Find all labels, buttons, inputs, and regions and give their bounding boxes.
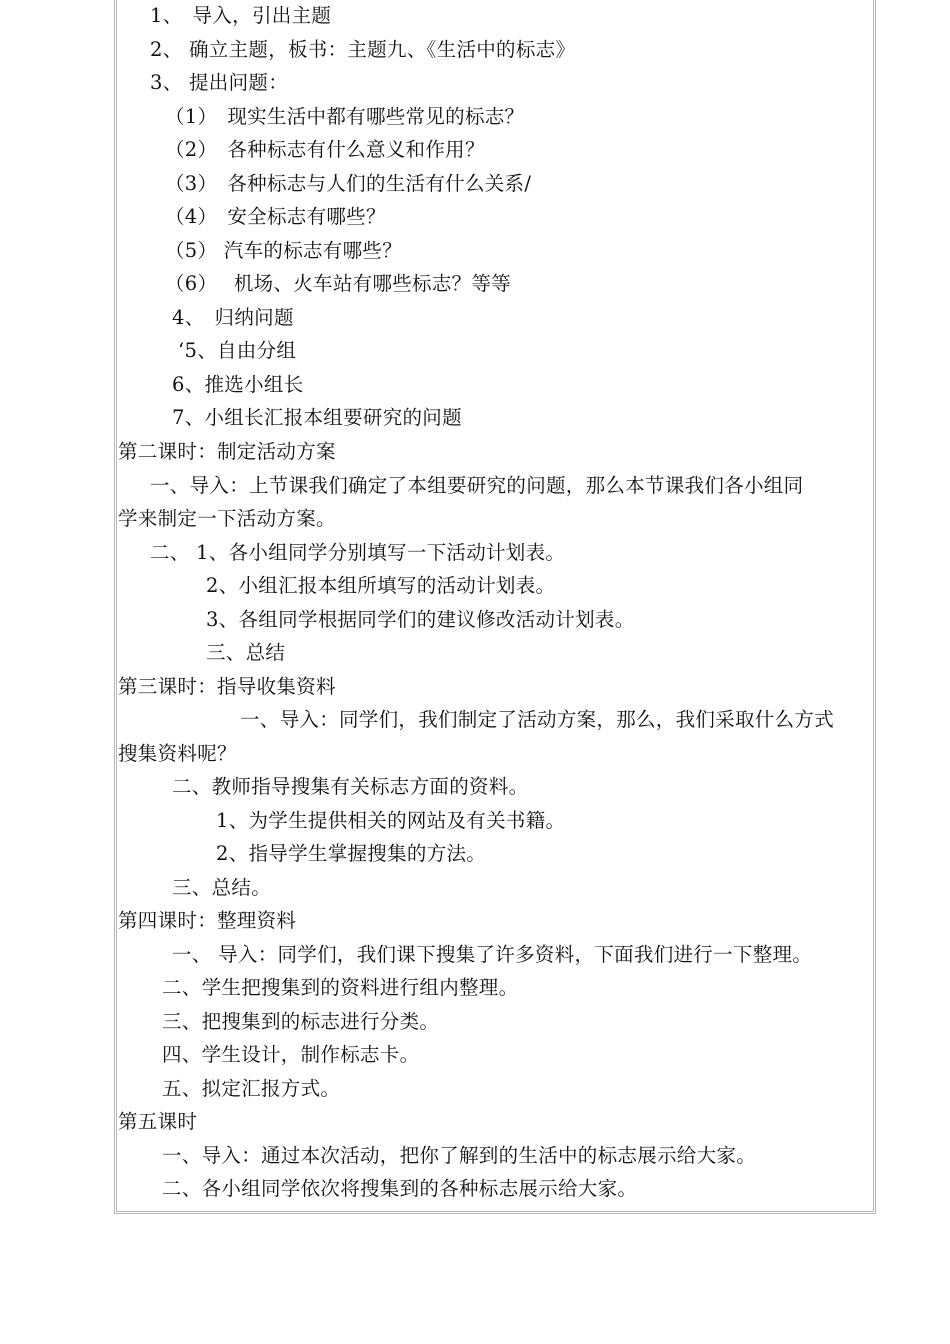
text-line: 一、导入：上节课我们确定了本组要研究的问题，那么本节课我们各小组同 [150,474,804,497]
text-line: 二、各小组同学依次将搜集到的各种标志展示给大家。 [162,1177,638,1200]
text-line: 二、 1、各小组同学分别填写一下活动计划表。 [150,541,566,564]
text-line: 二、教师指导搜集有关标志方面的资料。 [172,775,529,798]
text-line: 2、小组汇报本组所填写的活动计划表。 [206,574,556,597]
text-line: 2、指导学生掌握搜集的方法。 [216,842,487,865]
section-heading: 第五课时 [118,1110,198,1133]
text-line: （1） 现实生活中都有哪些常见的标志？ [165,105,525,128]
text-line: 四、学生设计，制作标志卡。 [162,1043,420,1066]
text-line: 1、 导入，引出主题 [150,4,332,27]
text-line: （4） 安全标志有哪些？ [165,205,386,228]
text-line: 7、小组长汇报本组要研究的问题 [172,406,462,429]
text-line: 三、总结 [206,641,286,664]
text-line: 一、导入：通过本次活动，把你了解到的生活中的标志展示给大家。 [162,1144,757,1167]
text-line: （6） 机场、火车站有哪些标志？等等 [165,272,512,295]
text-line: 三、总结。 [172,876,272,899]
text-line: 五、拟定汇报方式。 [162,1077,341,1100]
section-heading: 第二课时：制定活动方案 [118,440,336,463]
text-line: （3） 各种标志与人们的生活有什么关系/ [165,172,532,195]
section-heading: 第四课时：整理资料 [118,909,297,932]
text-line: 学来制定一下活动方案。 [118,507,336,530]
section-heading: 第三课时：指导收集资料 [118,675,336,698]
text-line: （5） 汽车的标志有哪些？ [165,239,403,262]
text-line: 搜集资料呢？ [118,742,237,765]
text-line: 二、学生把搜集到的资料进行组内整理。 [162,976,519,999]
text-line: ‘5、自由分组 [178,339,297,362]
text-line: 6、推选小组长 [172,373,304,396]
text-line: 3、 提出问题： [150,71,289,94]
text-line: 一、导入：同学们，我们制定了活动方案，那么，我们采取什么方式 [240,708,835,731]
text-line: （2） 各种标志有什么意义和作用？ [165,138,485,161]
text-line: 4、 归纳问题 [172,306,294,329]
text-line: 2、 确立主题，板书：主题九、《生活中的标志》 [150,38,576,61]
text-line: 三、把搜集到的标志进行分类。 [162,1010,440,1033]
text-line: 1、为学生提供相关的网站及有关书籍。 [216,809,566,832]
text-line: 一、 导入：同学们，我们课下搜集了许多资料，下面我们进行一下整理。 [172,943,813,966]
text-line: 3、各组同学根据同学们的建议修改活动计划表。 [206,608,635,631]
